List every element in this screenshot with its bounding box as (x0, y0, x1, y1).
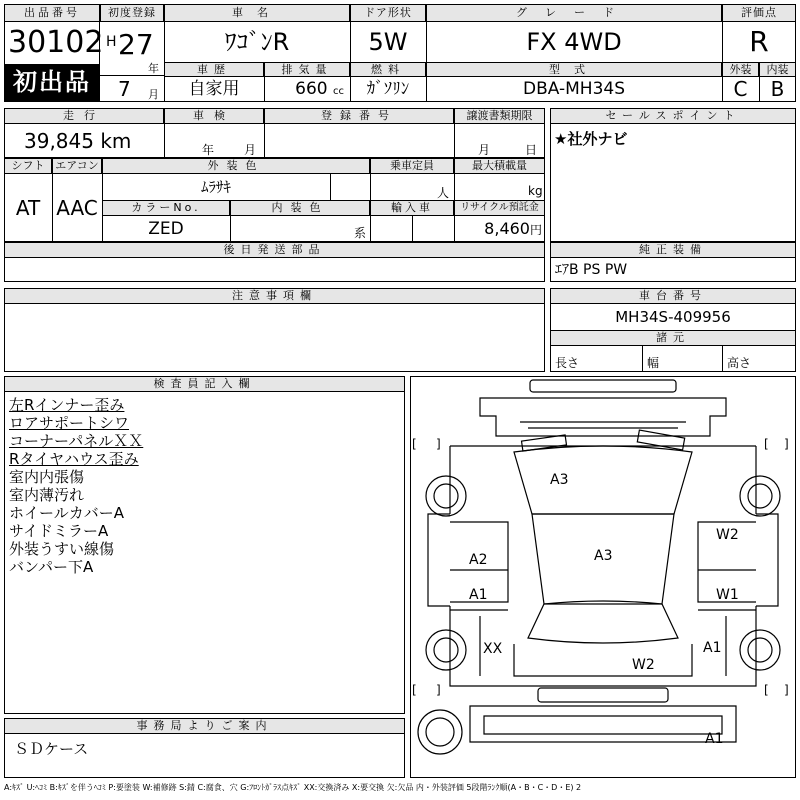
damage-roof: A3 (594, 548, 613, 564)
fuel-header: 燃料 (350, 62, 426, 77)
mileage-unit: km (100, 129, 132, 153)
model: DBA-MH34S (522, 79, 626, 99)
aircon: AAC (56, 196, 98, 220)
divider (454, 108, 455, 158)
displacement-value: 660 (295, 79, 328, 99)
exterior-score: C (733, 77, 748, 101)
transfer-header: 譲渡書類期限 (454, 108, 545, 124)
model-header: 型式 (426, 62, 722, 77)
chassis-number: MH34S-409956 (615, 308, 731, 326)
transfer-day-unit: 日 (525, 143, 538, 157)
displacement (264, 77, 350, 104)
divider (412, 216, 413, 242)
damage-trunk: W2 (632, 657, 655, 673)
divider (642, 346, 643, 372)
fuel: ｶﾞｿﾘﾝ (366, 79, 410, 99)
divider (370, 158, 371, 242)
damage-right-front-door: W2 (716, 527, 739, 543)
svg-text:[: [ (412, 683, 417, 697)
history: 自家用 (188, 79, 240, 99)
car-name-header: 車名 (164, 4, 350, 22)
capacity-unit: 人 (437, 186, 450, 200)
chassis-header: 車台番号 (550, 288, 796, 304)
first-listing-badge: 初出品 (5, 64, 99, 101)
damage-rear-bumper: A1 (705, 731, 724, 747)
divider (426, 62, 427, 102)
registration-era: H (106, 34, 117, 50)
interior-header: 内装 (759, 62, 796, 77)
registration-year-unit: 年 (148, 62, 159, 75)
reg-no-header: 登録番号 (264, 108, 454, 124)
inspector-note-line: 外装うすい線傷 (9, 540, 115, 558)
color-no-header: カラーNo. (102, 200, 230, 216)
inspector-note-line: 左Rインナー歪み (9, 396, 125, 414)
inspector-note-line: コーナーパネルＸＸ (9, 432, 144, 450)
grade-header: グレード (426, 4, 722, 22)
office-header: 事務局よりご案内 (4, 718, 405, 734)
door-type: 5W (368, 28, 408, 56)
spec-length: 長さ (555, 356, 580, 370)
damage-left-rear-corner: XX (483, 641, 503, 657)
svg-text:]: ] (784, 683, 789, 697)
registration-month-unit: 月 (148, 88, 159, 101)
ext-color: ﾑﾗｻｷ (200, 178, 231, 196)
color-no: ZED (148, 219, 184, 239)
registration-month: 7 (118, 77, 131, 101)
car-diagram (410, 376, 796, 778)
lot-number-header: 出品番号 (4, 4, 100, 22)
shift-header: シフト (4, 158, 52, 174)
divider (264, 62, 265, 102)
damage-right-quarter: A1 (703, 640, 722, 656)
inspector-note-line: ロアサポートシワ (9, 414, 130, 432)
sales-point: ★社外ナビ (554, 130, 628, 148)
shift: AT (15, 196, 41, 220)
inspector-note-line: Rタイヤハウス歪み (9, 450, 139, 468)
divider (759, 62, 760, 102)
interior-score: B (770, 77, 785, 101)
damage-left-rear-door: A1 (469, 587, 488, 603)
divider (230, 200, 231, 242)
damage-right-rear-door: W1 (716, 587, 739, 603)
car-name: ﾜｺﾞﾝR (224, 28, 290, 56)
score: R (749, 25, 769, 58)
mileage (24, 126, 131, 156)
equipment: ｴｱB PS PW (555, 262, 628, 278)
recycle-unit: 円 (529, 223, 542, 237)
damage-hood: A3 (550, 472, 569, 488)
spec-width: 幅 (647, 356, 660, 370)
int-color-header: 内装色 (230, 200, 370, 216)
exterior-header: 外装 (722, 62, 759, 77)
int-color-unit: 系 (354, 226, 367, 240)
recycle (454, 216, 545, 243)
divider (164, 108, 165, 158)
inspector-note-line: バンパー下A (9, 558, 94, 576)
damage-left-front-door: A2 (469, 552, 488, 568)
divider (350, 4, 351, 63)
transfer-month-unit: 月 (478, 143, 491, 157)
inspector-note-line: ホイールカバーA (9, 504, 124, 522)
divider (102, 158, 103, 242)
equipment-header: 純正装備 (550, 242, 796, 258)
lot-number: 30102 (8, 25, 104, 60)
door-header: ドア形状 (350, 4, 426, 22)
load-unit: kg (528, 184, 543, 198)
sales-point-header: セールスポイント (550, 108, 796, 124)
inspection-header: 車検 (164, 108, 264, 124)
mileage-header: 走行 (4, 108, 164, 124)
divider (722, 346, 723, 372)
history-header: 車歴 (164, 62, 264, 77)
score-header: 評価点 (722, 4, 796, 22)
legend: A:ｷｽﾞ U:ﾍｺﾐ B:ｷｽﾞを伴うﾍｺﾐ P:要塗装 W:補修跡 S:錆 C:腐食、穴 G:ﾌﾛﾝﾄｶﾞﾗｽ点ｷｽﾞ XX:交換済み X:要交換 欠:欠品 内・外装評価 5段階ﾗﾝｸ順(A・B・C・D・E) 2 (4, 783, 582, 792)
inspector-note-line: 室内薄汚れ (9, 486, 85, 504)
grade: FX 4WD (526, 28, 622, 56)
recycle-header: リサイクル預託金 (454, 200, 545, 216)
divider (426, 4, 427, 63)
inspector-note-line: 室内内張傷 (9, 468, 85, 486)
svg-text:[: [ (764, 437, 769, 451)
svg-text:[: [ (412, 437, 417, 451)
capacity-header: 乗車定員 (370, 158, 454, 174)
mileage-value: 39,845 (24, 129, 94, 153)
inspector-note-line: サイドミラーA (9, 522, 109, 540)
divider (350, 62, 351, 102)
svg-text:]: ] (784, 437, 789, 451)
registration-header: 初度登録 (100, 4, 164, 22)
recycle-value: 8,460 (484, 219, 530, 238)
caution-header: 注意事項欄 (4, 288, 545, 304)
svg-text:[: [ (764, 683, 769, 697)
inspection-year-unit: 年 (202, 143, 215, 157)
import-header: 輸入車 (370, 200, 454, 216)
aircon-header: エアコン (52, 158, 102, 174)
divider (454, 158, 455, 242)
inspection-month-unit: 月 (244, 143, 257, 157)
svg-text:]: ] (436, 683, 441, 697)
specs-header: 諸元 (550, 330, 796, 346)
load-header: 最大積載量 (454, 158, 545, 174)
ext-color-header: 外装色 (102, 158, 370, 174)
displacement-header: 排気量 (264, 62, 350, 77)
displacement-unit: cc (333, 86, 344, 97)
office-note: ＳＤケース (14, 740, 89, 758)
svg-text:]: ] (436, 437, 441, 451)
divider (52, 158, 53, 242)
later-parts-header: 後日発送部品 (4, 242, 545, 258)
inspector-header: 検査員記入欄 (4, 376, 405, 392)
divider (330, 174, 331, 200)
registration-year: 27 (118, 28, 154, 61)
spec-height: 高さ (727, 356, 752, 370)
divider (264, 108, 265, 158)
divider (100, 75, 164, 76)
